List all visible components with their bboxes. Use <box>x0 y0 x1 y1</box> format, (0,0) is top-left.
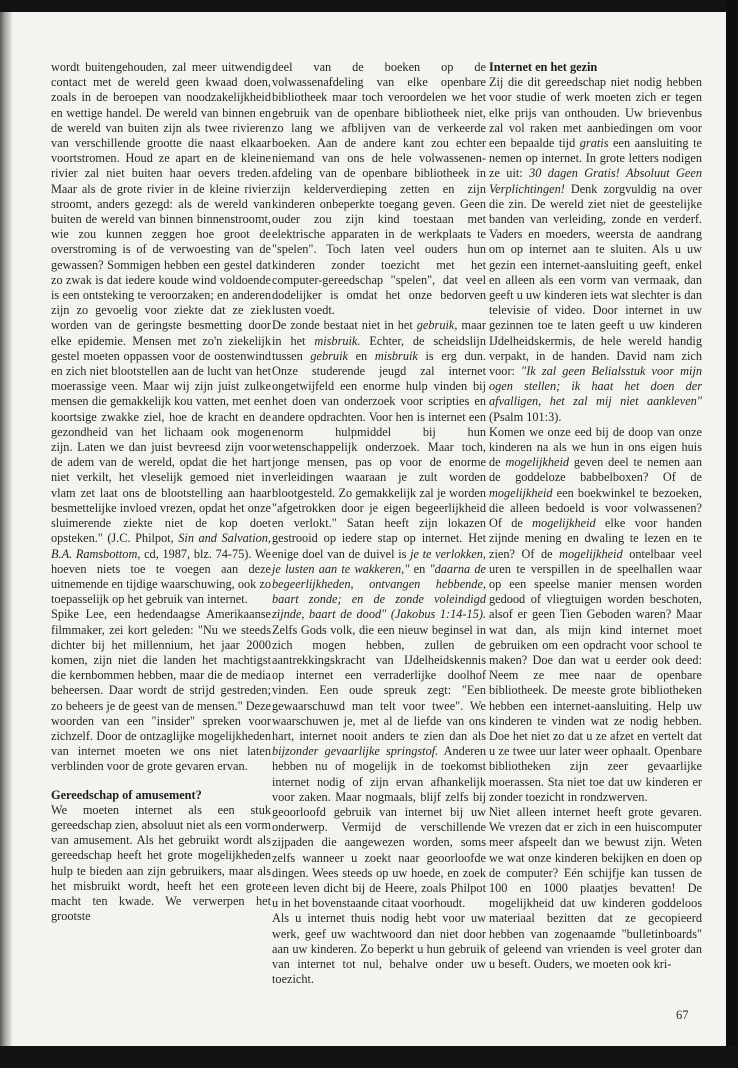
column2-paragraph-1: deel van de boeken op de volwassenafdeling van elke openbare bibliotheek maar toch veroordelen we het gebruik van de openbare bibliotheek niet, zo lang we afblijven van de verkeerde boeken. Aan de andere kant zou echter niemand van ons de hele volwassenen-afdeling van de openbare bibliotheek in zijn kelderverdieping zetten en zijn kinderen onbeperkte toegang geven. Geen ouder zou zijn kind toestaan met elektrische apparaten in de werkplaats te "spelen". Toch laten veel ouders hun kinderen zonder toezicht met het computer-gereedschap "spelen", dat veel dodelijker is omdat het onze bedorven lusten voedt. <box>272 60 486 318</box>
page-number: 67 <box>676 1008 689 1022</box>
text-column-2 <box>272 60 486 987</box>
c3p2-mog3: mogelijkheid <box>532 516 596 531</box>
c3p1-mid: een aansluiting te nemen op internet. In grote letters nodigen ze uit: <box>489 136 702 181</box>
section-heading-gereedschap: Gereedschap of amusement? <box>51 787 202 802</box>
c3p1-psalm: "Ik zal geen Belialsstuk voor mijn ogen stellen; ik haat het doen der afvalligen, het zal mij niet aankleven" <box>489 364 703 409</box>
c2p2-misbruik2: misbruik <box>374 348 418 363</box>
column3-paragraph-3: Niet alleen internet heeft grote gevaren. We vrezen dat er zich in een huiscomputer meer afspeelt dan we bewust zijn. Weten we wat onze kinderen bekijken en doen op de computer? Eén schijfje kan tussen de 100 en 1000 plaatjes bevatten! De mogelijkheid dat uw kinderen goddeloos materiaal bezitten dat ze gecopieerd hebben van zogenaamde "bulletinboards" of geleend van vrienden is veel groter dan u beseft. Ouders, we moeten ook kri- <box>489 804 702 971</box>
column1-paragraph-3: We moeten internet als een stuk gereedschap zien, absoluut niet als een vorm van amusement. Als het gebruikt wordt als gereedschap heeft het grote mogelijkheden hulp te bieden aan zijn gebruikers, maar als het misbruikt wordt, heeft het een grote macht ten kwade. We verwerpen het grootste <box>51 802 271 924</box>
c3p2-mog2: mogelijkheid <box>489 485 553 500</box>
section-heading-internet-gezin: Internet en het gezin <box>489 60 598 74</box>
text-column-1 <box>51 60 271 924</box>
c3p1-quote: 30 dagen Gratis! Absoluut Geen Verplichtingen! <box>489 166 702 196</box>
column3-paragraph-1 <box>489 75 702 425</box>
column1-paragraph-2: Spike Lee, een hedendaagse Amerikaanse filmmaker, zei kort geleden: "Nu we steeds dichter bij het millennium, het jaar 2000 komen, zijn niet die landen het machtigst die kernbommen hebben, maar die de media beheersen. Daar wordt de strijd gestreden; zo beheers je de geest van de mensen." Deze woorden van een "insider" spreken voor zichzelf. Door de ontzaglijke mogelijkheden van internet moeten we ons niet laten verblinden voor de grote gevaren ervan. <box>51 607 271 774</box>
page-gutter-shadow <box>0 12 12 1046</box>
c3p1-mid2: Denk zorgvuldig na over die zin. De wereld ziet niet de geestelijke banden van verleiding, zonde en verderf. Vaders en moeders, weersta de aandrang om op internet aan te sluiten. Als u uw gezin een internet-aansluiting geeft, enkel en alleen als een vorm van vermaak, dan geeft u uw kinderen iets wat slechter is dan televisie of video. Door internet in uw gezinnen toe te laten geeft u uw kinderen IJdelheidskermis, de hele wereld handig verpakt, in de handen. David nam zich voor: <box>489 181 702 379</box>
c2p2-end: Zelfs Gods volk, die een nieuw beginsel in zich mogen hebben, zullen de aantrekkingskracht van IJdelheidskennis op internet een verraderlijke doolhof vinden. Een oude spreuk zegt: "Een gewaarschuwd man telt voor twee". We waarschuwen je, met al de liefde van ons hart, internet nooit anders te zien dan als <box>272 622 486 743</box>
c2p2-mid1: maar in het <box>272 318 486 348</box>
book-page <box>0 12 726 1046</box>
c2p2-gebruik: gebruik, <box>416 318 458 333</box>
c2p2-quote2: "daarna de begeerlijkheden, ontvangen hebbende, baart zonde; en de zonde voleindigd zijnde, baart de dood" (Jakobus 1:14-15). <box>272 561 486 622</box>
c2p2-tail: Anderen hebben nu of mogelijk in de toekomst internet nodig of zijn ervan afhankelijk voor zaken. Maar nogmaals, blijf zelfs bij geoorloofd gebruik van internet bij uw onderwerp. Vermijd de verschillende zijpaden die aangewezen worden, soms zelfs wanneer u zoekt naar geoorloofde dingen. Wees steeds op uw hoede, en zoek een leven dicht bij de Heere, zoals Philpot u in het bovenstaande citaat voorhoudt. <box>272 744 486 911</box>
column2-paragraph-3: Als u internet thuis nodig hebt voor uw werk, geef uw wachtwoord dan niet door aan uw kinderen. Zo beperkt u hun gebruik van internet tot nul, behalve onder uw toezicht. <box>272 911 486 987</box>
c2p2-en2: en <box>409 561 430 576</box>
column1-paragraph-1-end: cd, 1987, blz. 74-75). We hoeven niets toe te voegen aan deze uitnemende en tijdige waarschuwing, ook zo toepasselijk op het gebruik van internet. <box>51 546 271 607</box>
text-column-3 <box>489 60 702 972</box>
c2p2-quote1: je te verlokken, je lusten aan te wakkeren," <box>272 546 486 576</box>
c3p1-gratis: gratis <box>579 136 609 151</box>
scan-border-right <box>726 0 738 1068</box>
scan-border-bottom <box>0 1046 738 1068</box>
c3p2-d: elke voor handen zijnde mening en dwaling te lezen en te zien? Of de <box>489 516 702 561</box>
c2p2-gebruik2: gebruik <box>310 348 348 363</box>
c3p1-end: (Psalm 101:3). <box>489 409 562 424</box>
citation-title: Sin and Salvation, B.A. Ramsbottom, <box>51 531 271 561</box>
scan-border-top <box>0 0 738 12</box>
column3-paragraph-2 <box>489 425 702 805</box>
c3p2-mog4: mogelijkheid <box>559 546 623 561</box>
c3p2-a: Komen we onze eed bij de doop van onze kinderen na als we hun in ons eigen huis de <box>489 424 702 470</box>
c3p2-c: een boekwinkel te bezoeken, die alleen bedoeld is voor volwassenen? Of de <box>489 485 702 531</box>
c2p2-en: en <box>347 348 375 363</box>
c2p2-rest: is erg dun. Onze studerende jeugd zal internet ongetwijfeld een enorme hulp vinden bij het doen van onderzoek voor scripties en andere opdrachten. Voor hen is internet een enorm hulpmiddel bij hun wetenschappelijk onderzoek. Maar toch, jonge mensen, pas op voor de enorme verleidingen waaraan je zult worden blootgesteld. Zo gemakkelijk zal je worden "afgetrokken door je eigen begeerlijkheid en verlokt." Satan heeft zijn lokazen gestrooid op iedere stap op internet. Het enige doel van de duivel is <box>272 348 486 561</box>
c2p2-start: De zonde bestaat niet in het <box>272 318 417 333</box>
column1-paragraph-1 <box>51 60 271 607</box>
c3p1-start: Zij die dit gereedschap niet nodig hebben voor studie of werk moeten zich er tegen elke prijs van onthouden. Uw brievenbus zal vol raken met aanbiedingen om voor een bepaalde tijd <box>489 75 702 151</box>
c2p2-misbruik: misbruik. <box>314 333 361 348</box>
column2-paragraph-2 <box>272 318 486 911</box>
c3p2-mog1: mogelijkheid <box>505 455 570 470</box>
c3p2-e: ontelbaar veel uren te verspillen in de speelhallen waar op een speelse manier mensen worden gedood of vliegtuigen worden beschoten, alsof er geen Tien Geboden waren? Maar wat dan, als mijn kind internet moet gebruiken om een opdracht voor school te maken? Doe dan wat u eerder ook deed: Neem ze mee naar de openbare bibliotheek. De meeste grote bibliotheken hebben een internet-aansluiting. Help uw kinderen te vinden wat ze nodig hebben. Doe het niet zo dat u ze afzet en vertelt dat u ze twee uur later weer ophaalt. Openbare bibliotheken zijn zeer gevaarlijke moerassen. Sta niet toe dat uw kinderen er zonder toezicht in rondzwerven. <box>489 546 702 804</box>
c3p2-b: geven deel te nemen aan de goddeloze babbelboxen? Of de <box>489 455 702 485</box>
column1-paragraph-1-text: wordt buitengehouden, zal meer uitwendig contact met de wereld geen kwaad doen, zoals in de beroepen van noodzakelijkheid en wettige handel. De wereld van binnen en de wereld van buiten zijn als twee rivieren van verschillende grootte die naast elkaar voortstromen. Houd ze apart en de kleine rivier zal niet buiten haar oevers treden. Maar als de grote rivier in de kleine rivier stroomt, anders gezegd: als de wereld van buiten de wereld van binnen binnenstroomt, wie zou kunnen zeggen hoe groot de overstroming is of de verwoesting van de gewassen? Sommigen hebben een gestel dat zo zwak is dat iedere koude wind voldoende is een ontsteking te veroorzaken; en anderen zijn zo gevoelig voor ziekte dat ze ziek worden van de geringste besmetting door elke epidemie. Mensen met zo'n ziekelijk gestel moeten oppassen voor de oostenwind en zich niet blootstellen aan de lucht van het moerassige veen. Maar wij zijn juist zulke mensen die gemakkelijk kou vatten, met een koortsige zwakke ziel, hoe de kracht en de gezondheid van het lichaam ook mogen zijn. Laten we dan juist bevreesd zijn voor de adem van de wereld, opdat die het hart niet verkilt, het vleselijk gemoed niet in vlam zet laat ons de blootstelling aan haar besmettelijke invloed vrezen, opdat het onze sluimerende ziekte niet de kop doet opsteken." (J.C. Philpot, <box>51 60 271 546</box>
c2p2-gevaarlijk: bijzonder gevaarlijke springstof. <box>272 744 439 759</box>
c2p2-mid2: Echter, de scheidslijn tussen <box>272 333 486 363</box>
